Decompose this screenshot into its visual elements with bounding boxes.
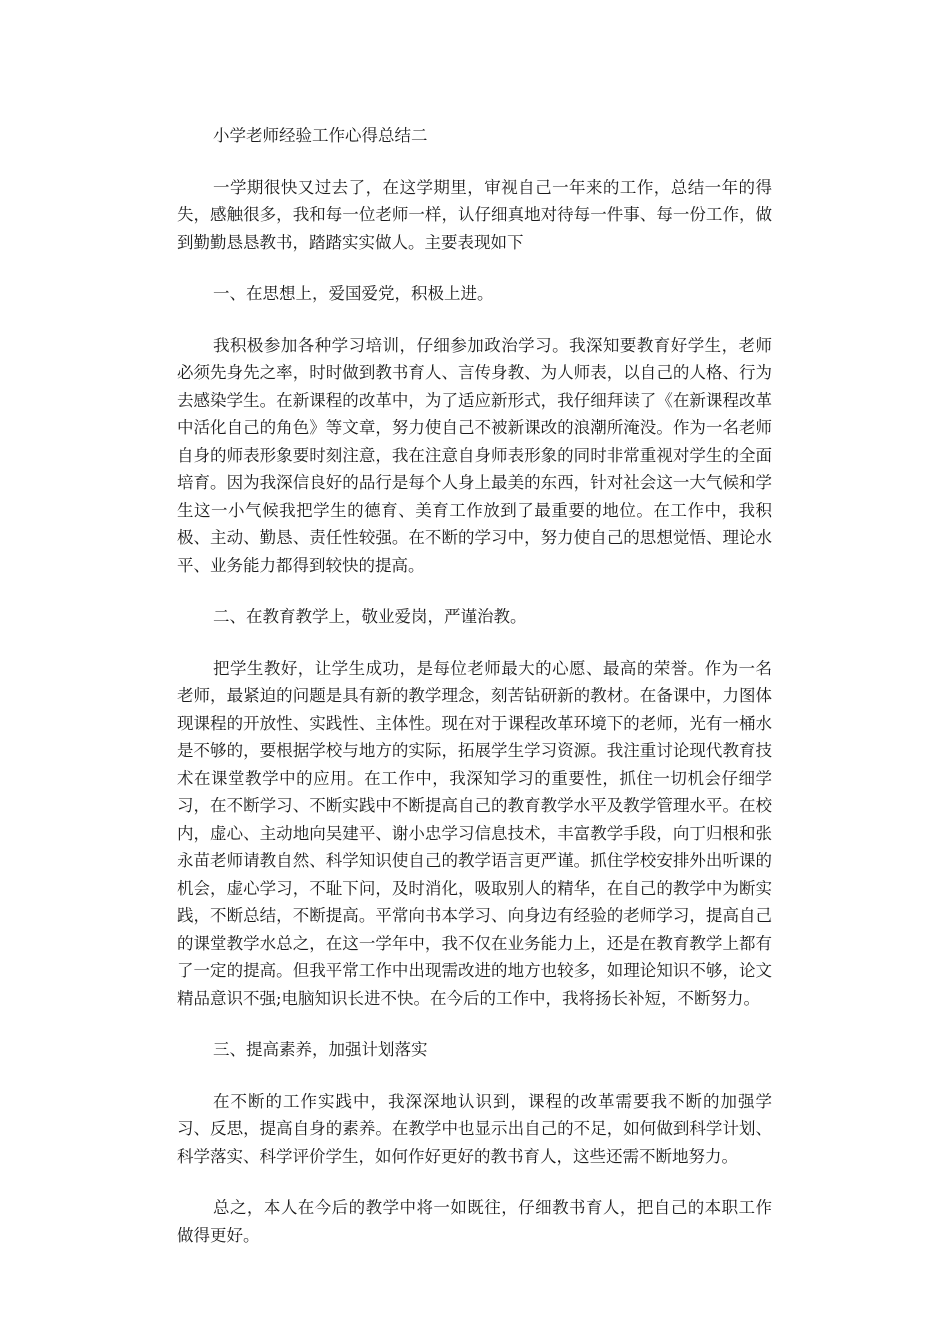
section-3-heading: 三、提高素养，加强计划落实 xyxy=(213,1040,428,1059)
section-3-paragraph: 在不断的工作实践中，我深深地认识到，课程的改革需要我不断的加强学习、反思，提高自身的素养。在教学中也显示出自己的不足，如何做到科学计划、科学落实、科学评价学生，如何作好更好的教书育人，这些还需不断地努力。 xyxy=(177,1091,772,1166)
intro-paragraph: 一学期很快又过去了，在这学期里，审视自己一年来的工作，总结一年的得失，感触很多，我和每一位老师一样，认仔细真地对待每一件事、每一份工作，做到勤勤恳恳教书，踏踏实实做人。主要表现如下 xyxy=(177,177,772,252)
section-1-paragraph: 我积极参加各种学习培训，仔细参加政治学习。我深知要教育好学生，老师必须先身先之率，时时做到教书育人、言传身教、为人师表，以自己的人格、行为去感染学生。在新课程的改革中，为了适应新形式，我仔细拜读了《在新课程改革中活化自己的角色》等文章，努力使自己不被新课改的浪潮所淹没。作为一名老师自身的师表形象要时刻注意，我在注意自身师表形象的同时非常重视对学生的全面培育。因为我深信良好的品行是每个人身上最美的东西，针对社会这一大气候和学生这一小气候我把学生的德育、美育工作放到了最重要的地位。在工作中，我积极、主动、勤恳、责任性较强。在不断的学习中，努力使自己的思想觉悟、理论水平、业务能力都得到较快的提高。 xyxy=(177,335,772,575)
section-2-heading: 二、在教育教学上，敬业爱岗，严谨治教。 xyxy=(213,607,527,626)
section-2-paragraph: 把学生教好，让学生成功，是每位老师最大的心愿、最高的荣誉。作为一名老师，最紧迫的问题是具有新的教学理念，刻苦钻研新的教材。在备课中，力图体现课程的开放性、实践性、主体性。现在对于课程改革环境下的老师，光有一桶水是不够的，要根据学校与地方的实际，拓展学生学习资源。我注重讨论现代教育技术在课堂教学中的应用。在工作中，我深知学习的重要性，抓住一切机会仔细学习，在不断学习、不断实践中不断提高自己的教育教学水平及教学管理水平。在校内，虚心、主动地向吴建平、谢小忠学习信息技术，丰富教学手段，向丁归根和张永苗老师请教自然、科学知识使自己的教学语言更严谨。抓住学校安排外出听课的机会，虚心学习，不耻下问，及时消化，吸取别人的精华，在自己的教学中为断实践，不断总结，不断提高。平常向书本学习、向身边有经验的老师学习，提高自己的课堂教学水总之，在这一学年中，我不仅在业务能力上，还是在教育教学上都有了一定的提高。但我平常工作中出现需改进的地方也较多，如理论知识不够，论文精品意识不强;电脑知识长进不快。在今后的工作中，我将扬长补短，不断努力。 xyxy=(177,658,772,1008)
document-title: 小学老师经验工作心得总结二 xyxy=(213,126,428,145)
section-1-heading: 一、在思想上，爱国爱党，积极上进。 xyxy=(213,284,494,303)
conclusion-paragraph: 总之，本人在今后的教学中将一如既往，仔细教书育人，把自己的本职工作做得更好。 xyxy=(177,1198,772,1245)
document-content xyxy=(177,122,772,1273)
